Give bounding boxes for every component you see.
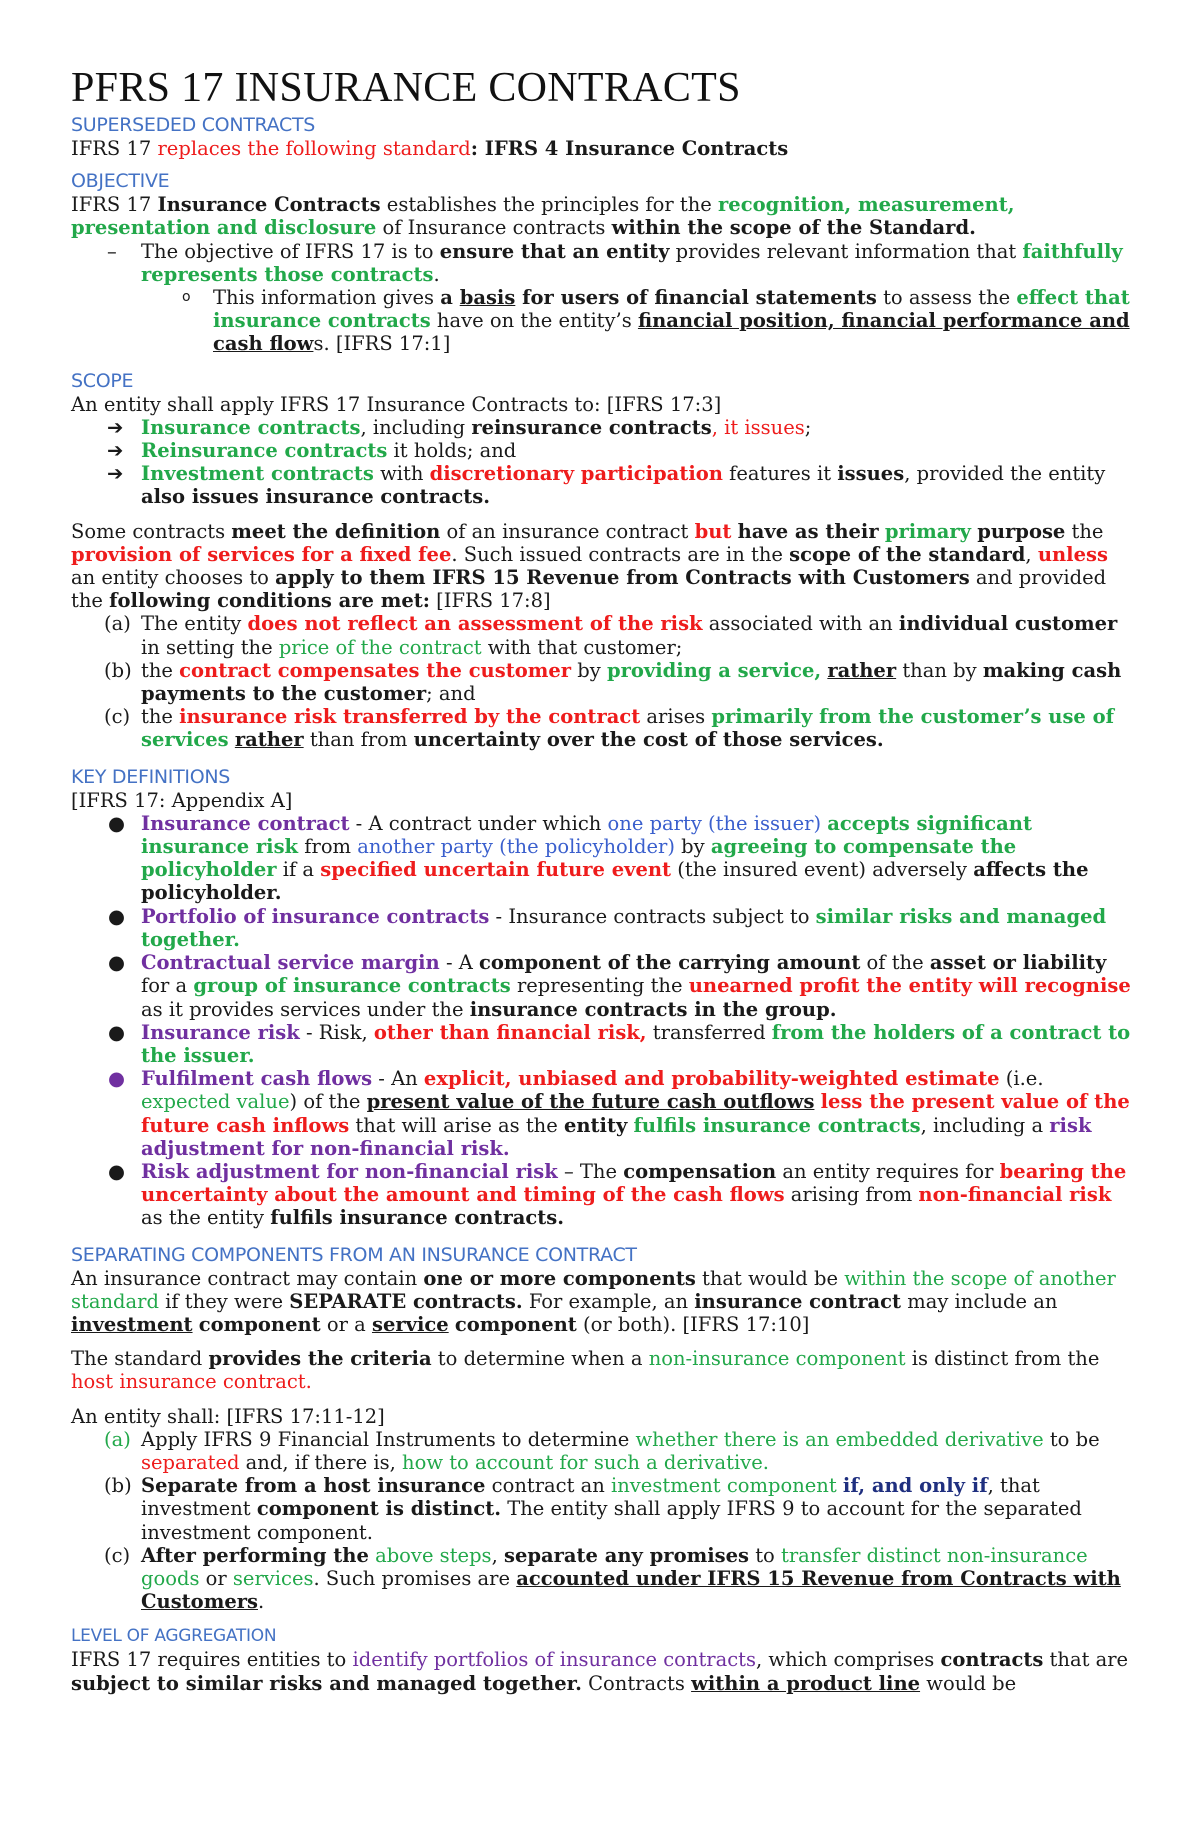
definitions-heading: KEY DEFINITIONS	[71, 765, 231, 788]
scope-condition: (a) The entity does not reflect an assessment of the risk associated with an individual customer in setting the price of the contract with that customer;	[104, 612, 1118, 659]
dash-icon: –	[107, 239, 117, 263]
separating-step: (c) After performing the above steps, separate any promises to transfer distinct non-insurance goods or services. Such promises are accounted under IFRS 15 Revenue from Contracts with Customers.	[104, 1543, 1121, 1614]
bullet-icon: ●	[108, 904, 126, 928]
aggregation-heading: LEVEL OF AGGREGATION	[71, 1626, 277, 1647]
bullet-icon: ●	[108, 1159, 126, 1183]
separating-heading: SEPARATING COMPONENTS FROM AN INSURANCE CONTRACT	[71, 1243, 637, 1266]
bullet-icon: ●	[108, 811, 126, 835]
document-page	[71, 64, 1137, 1695]
superseded-text: IFRS 17 replaces the following standard: IFRS 4 Insurance Contracts	[71, 137, 789, 160]
scope-arrow-item: ➔ Reinsurance contracts it holds; and	[107, 439, 517, 463]
objective-sub-item: o This information gives a basis for users of financial statements to assess the effect that insurance contracts have on the entity’s financial position, financial performance and cash flows. [IFRS 17:1]	[182, 286, 1130, 356]
objective-dash-item: – The objective of IFRS 17 is to ensure that an entity provides relevant information that faithfully represents those contracts.	[107, 239, 1123, 286]
separating-step: (a) Apply IFRS 9 Financial Instruments to determine whether there is an embedded derivative to be separated and, if there is, how to account for such a derivative.	[104, 1427, 1100, 1474]
objective-paragraph: IFRS 17 Insurance Contracts establishes the principles for the recognition, measurement, presentation and disclosure of Insurance contracts within the scope of the Standard.	[71, 193, 1015, 240]
aggregation-paragraph: IFRS 17 requires entities to identify portfolios of insurance contracts, which comprises contracts that are subject to similar risks and managed together. Contracts within a product line would be	[71, 1648, 1129, 1695]
bullet-icon: ●	[108, 1067, 126, 1091]
separating-paragraph-1: An insurance contract may contain one or more components that would be within the scope of another standard if they were SEPARATE contracts. For example, an insurance contract may include an investment component or a service component (or both). [IFRS 17:10]	[71, 1266, 1116, 1336]
separating-step: (b) Separate from a host insurance contract an investment component if, and only if, that investment component is distinct. The entity shall apply IFRS 9 to account for the separated investment component.	[104, 1474, 1082, 1544]
definition-item: ● Fulfilment cash flows - An explicit, unbiased and probability-weighted estimate (i.e. expected value) of the present value of the future cash outflows less the present value of the future cash inflows that will arise as the entity fulfils insurance contracts, including a risk adjustment for non-financial risk.	[108, 1067, 1130, 1160]
scope-condition: (b) the contract compensates the customer by providing a service, rather than by making cash payments to the customer; and	[104, 658, 1122, 706]
arrow-icon: ➔	[107, 439, 124, 463]
scope-condition: (c) the insurance risk transferred by the contract arises primarily from the customer’s use of services rather than from uncertainty over the cost of those services.	[104, 705, 1115, 752]
superseded-heading: SUPERSEDED CONTRACTS	[71, 114, 316, 136]
scope-arrow-item: ➔ Investment contracts with discretionary participation features it issues, provided the entity also issues insurance contracts.	[107, 462, 1106, 509]
definition-item: ● Risk adjustment for non-financial risk – The compensation an entity requires for bearing the uncertainty about the amount and timing of the cash flows arising from non-financial risk as the entity fulfils insurance contracts.	[108, 1159, 1127, 1230]
arrow-icon: ➔	[107, 415, 124, 439]
circle-bullet-icon: o	[182, 289, 191, 306]
separating-paragraph-3: An entity shall: [IFRS 17:11-12]	[71, 1404, 385, 1428]
separating-paragraph-2: The standard provides the criteria to determine when a non-insurance component is distinct from the host insurance contract.	[71, 1347, 1100, 1394]
definition-item: ● Insurance risk - Risk, other than financial risk, transferred from the holders of a contract to the issuer.	[108, 1020, 1131, 1067]
definition-item: ● Portfolio of insurance contracts - Insurance contracts subject to similar risks and managed together.	[108, 904, 1107, 951]
definitions-intro: [IFRS 17: Appendix A]	[71, 788, 293, 812]
scope-paragraph: Some contracts meet the definition of an insurance contract but have as their primary purpose the provision of services for a fixed fee. Such issued contracts are in the scope of the standard, unless an entity chooses to apply to them IFRS 15 Revenue from Contracts with Customers and provided the following conditions are met: [IFRS 17:8]	[71, 519, 1108, 613]
bullet-icon: ●	[108, 1020, 126, 1044]
scope-arrow-item: ➔ Insurance contracts, including reinsurance contracts, it issues;	[107, 415, 812, 439]
definition-item: ● Insurance contract - A contract under which one party (the issuer) accepts significant insurance risk from another party (the policyholder) by agreeing to compensate the policyholder if a specified uncertain future event (the insured event) adversely affects the policyholder.	[108, 811, 1089, 905]
scope-intro: An entity shall apply IFRS 17 Insurance Contracts to: [IFRS 17:3]	[71, 392, 722, 416]
scope-heading: SCOPE	[71, 369, 134, 392]
bullet-icon: ●	[108, 951, 126, 975]
definition-item: ● Contractual service margin - A component of the carrying amount of the asset or liability for a group of insurance contracts representing the unearned profit the entity will recognise as it provides services under the insurance contracts in the group.	[108, 951, 1131, 1021]
arrow-icon: ➔	[107, 462, 124, 486]
objective-heading: OBJECTIVE	[71, 170, 170, 193]
page-title: PFRS 17 INSURANCE CONTRACTS	[71, 65, 741, 111]
